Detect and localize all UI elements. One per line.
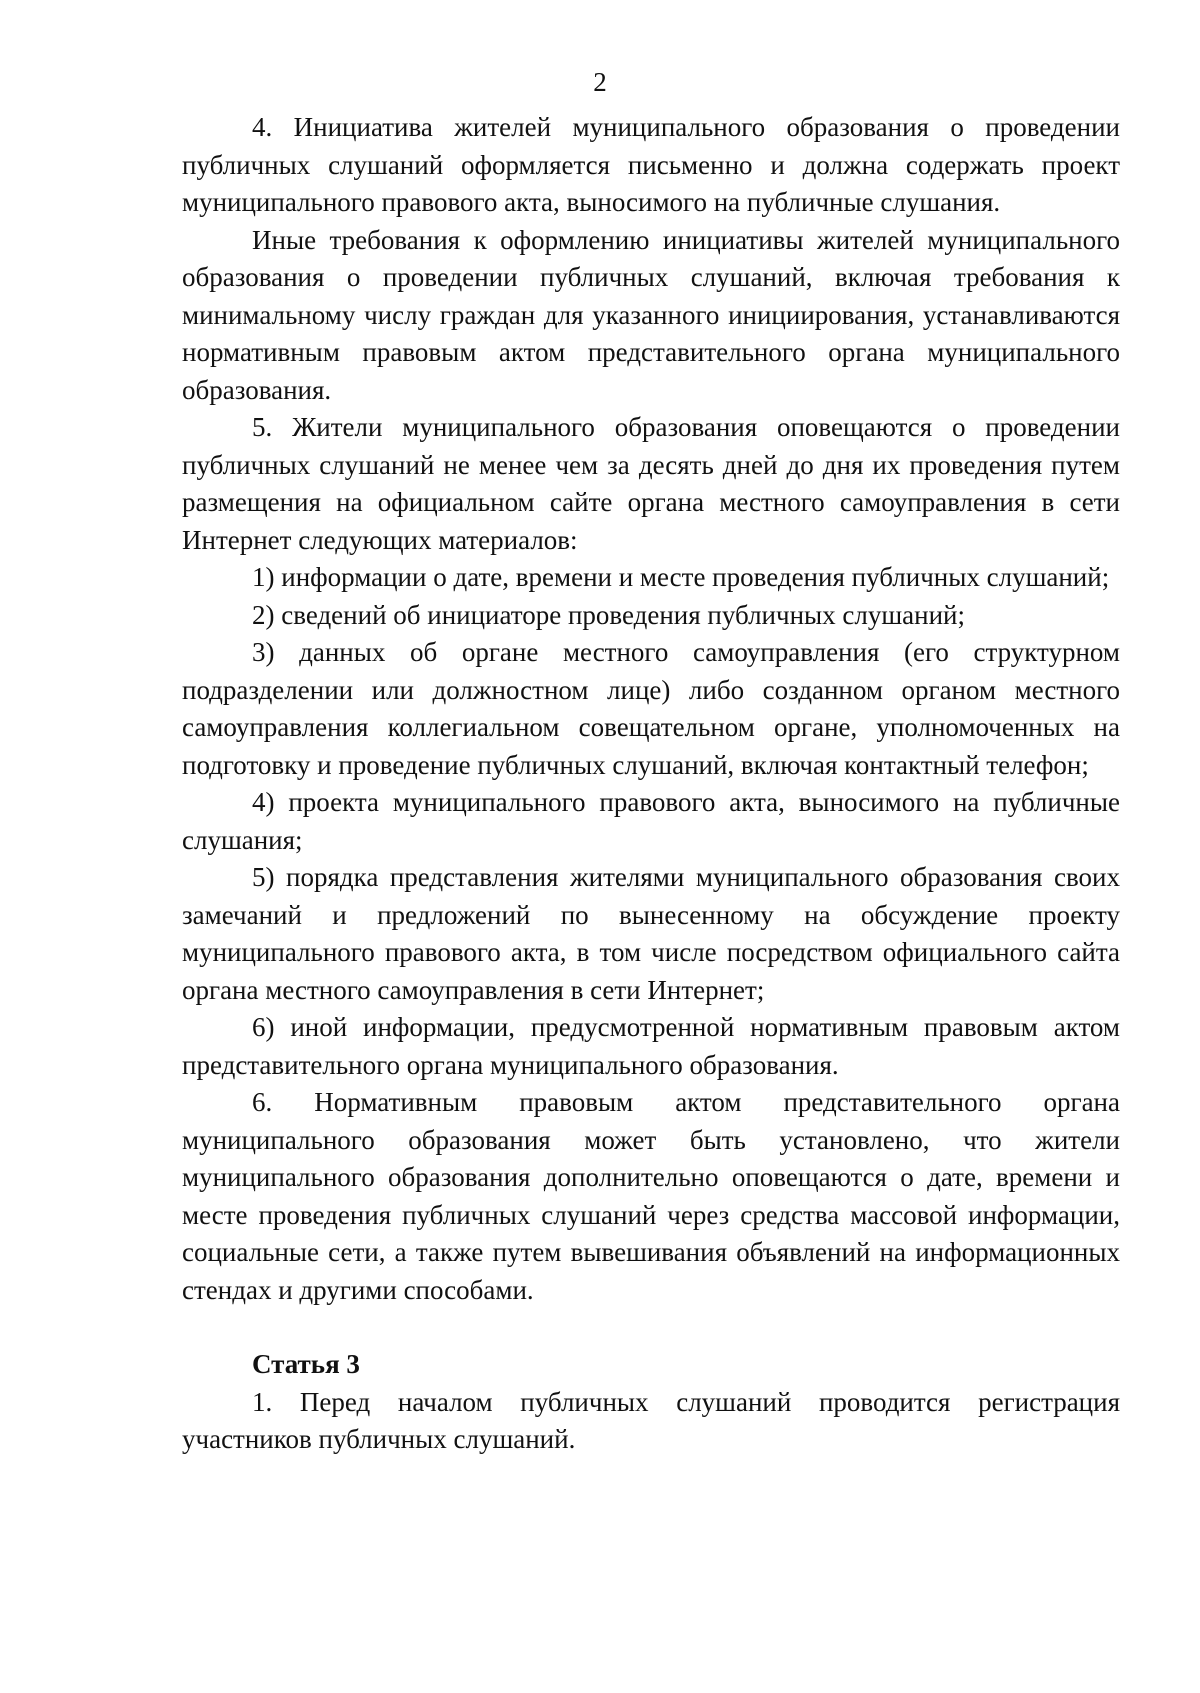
list-item-1: 1) информации о дате, времени и месте проведения публичных слушаний; <box>252 562 1110 592</box>
paragraph-6: 6. Нормативным правовым актом представительного органа муниципального образования может быть установлено, что жители муниципального образования дополнительно оповещаются о дате, времени и месте проведения публичных слушаний через средства массовой информации, социальные сети, а также путем вывешивания объявлений на информационных стендах и другими способами. <box>182 1087 1120 1305</box>
page-number: 2 <box>593 67 607 97</box>
paragraph-other-requirements: Иные требования к оформлению инициативы жителей муниципального образования о проведении публичных слушаний, включая требования к минимальному числу граждан для указанного инициирования, устанавливаются нормативным правовым актом представительного органа муниципального образования. <box>182 224 1120 405</box>
list-item-5: 5) порядка представления жителями муниципального образования своих замечаний и предложений по вынесенному на обсуждение проекту муниципального правового акта, в том числе посредством официального сайта органа местного самоуправления в сети Интернет; <box>182 862 1120 1005</box>
paragraph-4: 4. Инициатива жителей муниципального образования о проведении публичных слушаний оформляется письменно и должна содержать проект муниципального правового акта, выносимого на публичные слушания. <box>182 112 1120 217</box>
section-spacer <box>182 1309 1120 1346</box>
document-body <box>182 109 1120 1459</box>
list-item-4: 4) проекта муниципального правового акта, выносимого на публичные слушания; <box>182 787 1120 855</box>
article-heading: Статья 3 <box>252 1349 360 1379</box>
paragraph-5: 5. Жители муниципального образования оповещаются о проведении публичных слушаний не менее чем за десять дней до дня их проведения путем размещения на официальном сайте органа местного самоуправления в сети Интернет следующих материалов: <box>182 412 1120 555</box>
list-item-6: 6) иной информации, предусмотренной нормативным правовым актом представительного органа муниципального образования. <box>182 1012 1120 1080</box>
article-paragraph-1: 1. Перед началом публичных слушаний проводится регистрация участников публичных слушаний. <box>182 1386 1120 1454</box>
list-item-3: 3) данных об органе местного самоуправления (его структурном подразделении или должностном лице) либо созданном органом местного самоуправления коллегиальном совещательном органе, уполномоченных на подготовку и проведение публичных слушаний, включая контактный телефон; <box>182 637 1120 780</box>
list-item-2: 2) сведений об инициаторе проведения публичных слушаний; <box>252 599 965 630</box>
